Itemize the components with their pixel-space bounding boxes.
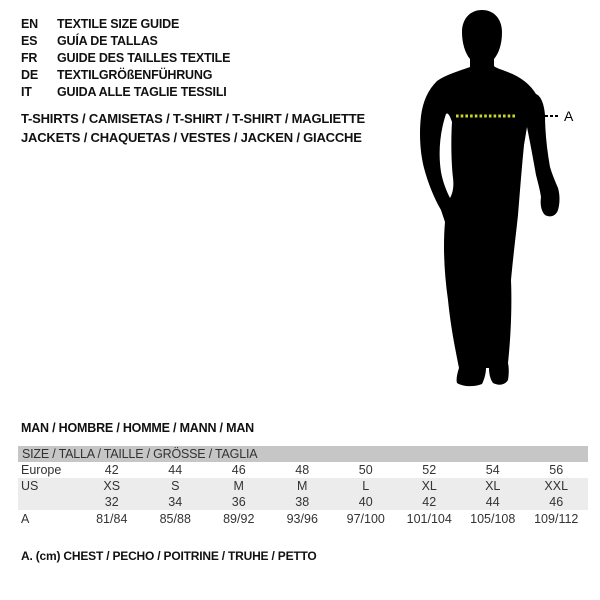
size-cell: 101/104 xyxy=(406,512,452,526)
man-silhouette-svg xyxy=(413,5,585,395)
size-row-uk xyxy=(18,494,588,510)
size-row-europe xyxy=(18,462,588,478)
size-cell: 97/100 xyxy=(346,512,385,526)
size-cell: 46 xyxy=(231,463,246,477)
size-cell: 93/96 xyxy=(286,512,318,526)
size-table-header: SIZE / TALLA / TAILLE / GRÖSSE / TAGLIA xyxy=(18,446,588,462)
size-cell: 50 xyxy=(358,463,373,477)
size-cell: 48 xyxy=(295,463,310,477)
language-row-es xyxy=(21,32,230,49)
size-row-us xyxy=(18,478,588,494)
size-cell: 89/92 xyxy=(223,512,255,526)
size-table xyxy=(18,446,588,528)
row-label: Europe xyxy=(21,463,62,477)
size-cell: 44 xyxy=(485,495,500,509)
size-cell: 54 xyxy=(485,463,500,477)
language-code: EN xyxy=(21,16,38,31)
language-row-fr xyxy=(21,49,230,66)
language-label: TEXTILGRÖßENFÜHRUNG xyxy=(57,67,213,82)
size-cell: 81/84 xyxy=(96,512,128,526)
size-cell: 105/108 xyxy=(470,512,516,526)
language-label: GUÍA DE TALLAS xyxy=(57,33,158,48)
size-cell: 42 xyxy=(104,463,119,477)
size-cell: 56 xyxy=(549,463,564,477)
garment-types xyxy=(21,110,365,147)
language-row-it xyxy=(21,83,230,100)
size-cell: XXL xyxy=(544,479,569,493)
measurement-figure xyxy=(413,5,585,395)
size-cell: XL xyxy=(485,479,501,493)
size-cell: 32 xyxy=(104,495,119,509)
language-label: TEXTILE SIZE GUIDE xyxy=(57,16,180,31)
size-row-chest-a xyxy=(18,510,588,528)
size-cell: 36 xyxy=(231,495,246,509)
size-cell: 52 xyxy=(422,463,437,477)
size-cell: L xyxy=(362,479,370,493)
language-label: GUIDE DES TAILLES TEXTILE xyxy=(57,50,231,65)
language-row-de xyxy=(21,66,230,83)
garment-line-tshirts: T-SHIRTS / CAMISETAS / T-SHIRT / T-SHIRT / MAGLIETTE xyxy=(21,111,365,126)
size-cell: XS xyxy=(103,479,121,493)
section-title-man: MAN / HOMBRE / HOMME / MANN / MAN xyxy=(21,421,254,435)
size-cell: S xyxy=(171,479,180,493)
language-row-en xyxy=(21,15,230,32)
garment-line-jackets: JACKETS / CHAQUETAS / VESTES / JACKEN / GIACCHE xyxy=(21,129,362,145)
language-code: IT xyxy=(21,84,32,99)
size-cell: 42 xyxy=(422,495,437,509)
size-cell: 40 xyxy=(358,495,373,509)
size-cell: 85/88 xyxy=(159,512,191,526)
size-cell: 46 xyxy=(549,495,564,509)
size-cell: XL xyxy=(421,479,437,493)
size-cell: M xyxy=(233,479,244,493)
language-code: FR xyxy=(21,50,38,65)
language-code: ES xyxy=(21,33,38,48)
row-label: US xyxy=(21,479,39,493)
size-cell: 109/112 xyxy=(534,512,579,526)
man-silhouette xyxy=(420,10,560,386)
size-cell: 44 xyxy=(168,463,183,477)
language-guide xyxy=(21,15,230,100)
size-cell: M xyxy=(297,479,308,493)
language-code: DE xyxy=(21,67,38,82)
row-label: A xyxy=(21,512,30,526)
size-cell: 38 xyxy=(295,495,310,509)
measurement-label-a: A xyxy=(564,108,574,124)
language-label: GUIDA ALLE TAGLIE TESSILI xyxy=(57,84,227,99)
size-cell: 34 xyxy=(168,495,183,509)
measurement-footnote: A. (cm) CHEST / PECHO / POITRINE / TRUHE / PETTO xyxy=(21,549,317,563)
